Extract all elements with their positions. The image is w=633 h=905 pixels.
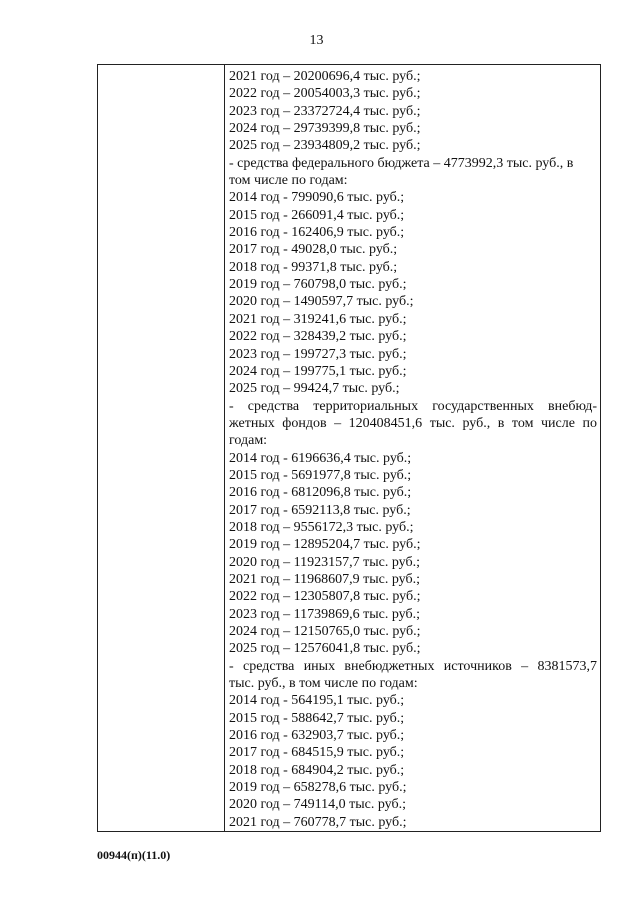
- text-line: 2017 год - 49028,0 тыс. руб.;: [229, 242, 398, 258]
- text-line: 2021 год – 760778,7 тыс. руб.;: [229, 814, 407, 830]
- text-line: 2025 год – 99424,7 тыс. руб.;: [229, 381, 400, 397]
- text-line: 2017 год - 684515,9 тыс. руб.;: [229, 745, 405, 761]
- text-line: 2018 год - 99371,8 тыс. руб.;: [229, 259, 398, 275]
- text-line: 2019 год – 760798,0 тыс. руб.;: [229, 277, 407, 293]
- text-line: 2016 год - 162406,9 тыс. руб.;: [229, 225, 405, 241]
- text-line: - средства иных внебюджетных источников – 8381573,7: [229, 658, 597, 674]
- text-line: 2023 год – 23372724,4 тыс. руб.;: [229, 103, 421, 119]
- text-line: 2020 год – 11923157,7 тыс. руб.;: [229, 554, 420, 570]
- text-line: 2020 год – 1490597,7 тыс. руб.;: [229, 294, 414, 310]
- text-line: - средства территориальных государственных внебюд-: [229, 398, 597, 414]
- text-line: 2016 год - 6812096,8 тыс. руб.;: [229, 485, 412, 501]
- text-line: 2025 год – 23934809,2 тыс. руб.;: [229, 138, 421, 154]
- text-line: жетных фондов – 120408451,6 тыс. руб., в том числе по: [229, 415, 597, 431]
- text-line: 2023 год – 199727,3 тыс. руб.;: [229, 346, 407, 362]
- text-line: тыс. руб., в том числе по годам:: [229, 676, 418, 692]
- text-line: 2014 год - 799090,6 тыс. руб.;: [229, 190, 405, 206]
- document-code: 00944(п)(11.0): [97, 848, 171, 862]
- text-line: 2022 год – 328439,2 тыс. руб.;: [229, 329, 407, 345]
- text-line: 2025 год – 12576041,8 тыс. руб.;: [229, 641, 421, 657]
- text-line: том числе по годам:: [229, 173, 348, 189]
- text-line: 2024 год – 12150765,0 тыс. руб.;: [229, 624, 421, 639]
- text-line: 2021 год – 11968607,9 тыс. руб.;: [229, 571, 420, 587]
- program-funding-table: [97, 64, 601, 832]
- text-line: 2019 год – 12895204,7 тыс. руб.;: [229, 537, 421, 553]
- text-line: 2021 год – 20200696,4 тыс. руб.;: [229, 69, 421, 84]
- text-line: 2014 год - 564195,1 тыс. руб.;: [229, 693, 405, 709]
- text-line: 2015 год - 588642,7 тыс. руб.;: [229, 710, 405, 726]
- column-divider: [224, 65, 225, 831]
- text-line: 2014 год - 6196636,4 тыс. руб.;: [229, 450, 412, 466]
- page-number: 13: [309, 33, 324, 48]
- text-line: 2021 год – 319241,6 тыс. руб.;: [229, 311, 407, 327]
- text-line: годам:: [229, 433, 268, 449]
- text-line: 2022 год – 20054003,3 тыс. руб.;: [229, 86, 421, 102]
- funding-text-cell: [229, 68, 597, 831]
- text-line: 2023 год – 11739869,6 тыс. руб.;: [229, 606, 420, 622]
- text-line: - средства федерального бюджета – 4773992,3 тыс. руб., в: [229, 155, 574, 171]
- text-line: 2022 год – 12305807,8 тыс. руб.;: [229, 589, 421, 605]
- text-line: 2024 год – 29739399,8 тыс. руб.;: [229, 121, 421, 137]
- text-line: 2018 год – 9556172,3 тыс. руб.;: [229, 519, 414, 535]
- text-line: 2018 год - 684904,2 тыс. руб.;: [229, 762, 405, 778]
- text-line: 2020 год – 749114,0 тыс. руб.;: [229, 797, 406, 813]
- text-line: 2024 год – 199775,1 тыс. руб.;: [229, 363, 407, 379]
- text-line: 2016 год - 632903,7 тыс. руб.;: [229, 728, 405, 744]
- text-line: 2019 год – 658278,6 тыс. руб.;: [229, 780, 407, 796]
- text-line: 2015 год - 5691977,8 тыс. руб.;: [229, 467, 412, 483]
- text-line: 2017 год - 6592113,8 тыс. руб.;: [229, 502, 411, 518]
- text-line: 2015 год - 266091,4 тыс. руб.;: [229, 207, 405, 223]
